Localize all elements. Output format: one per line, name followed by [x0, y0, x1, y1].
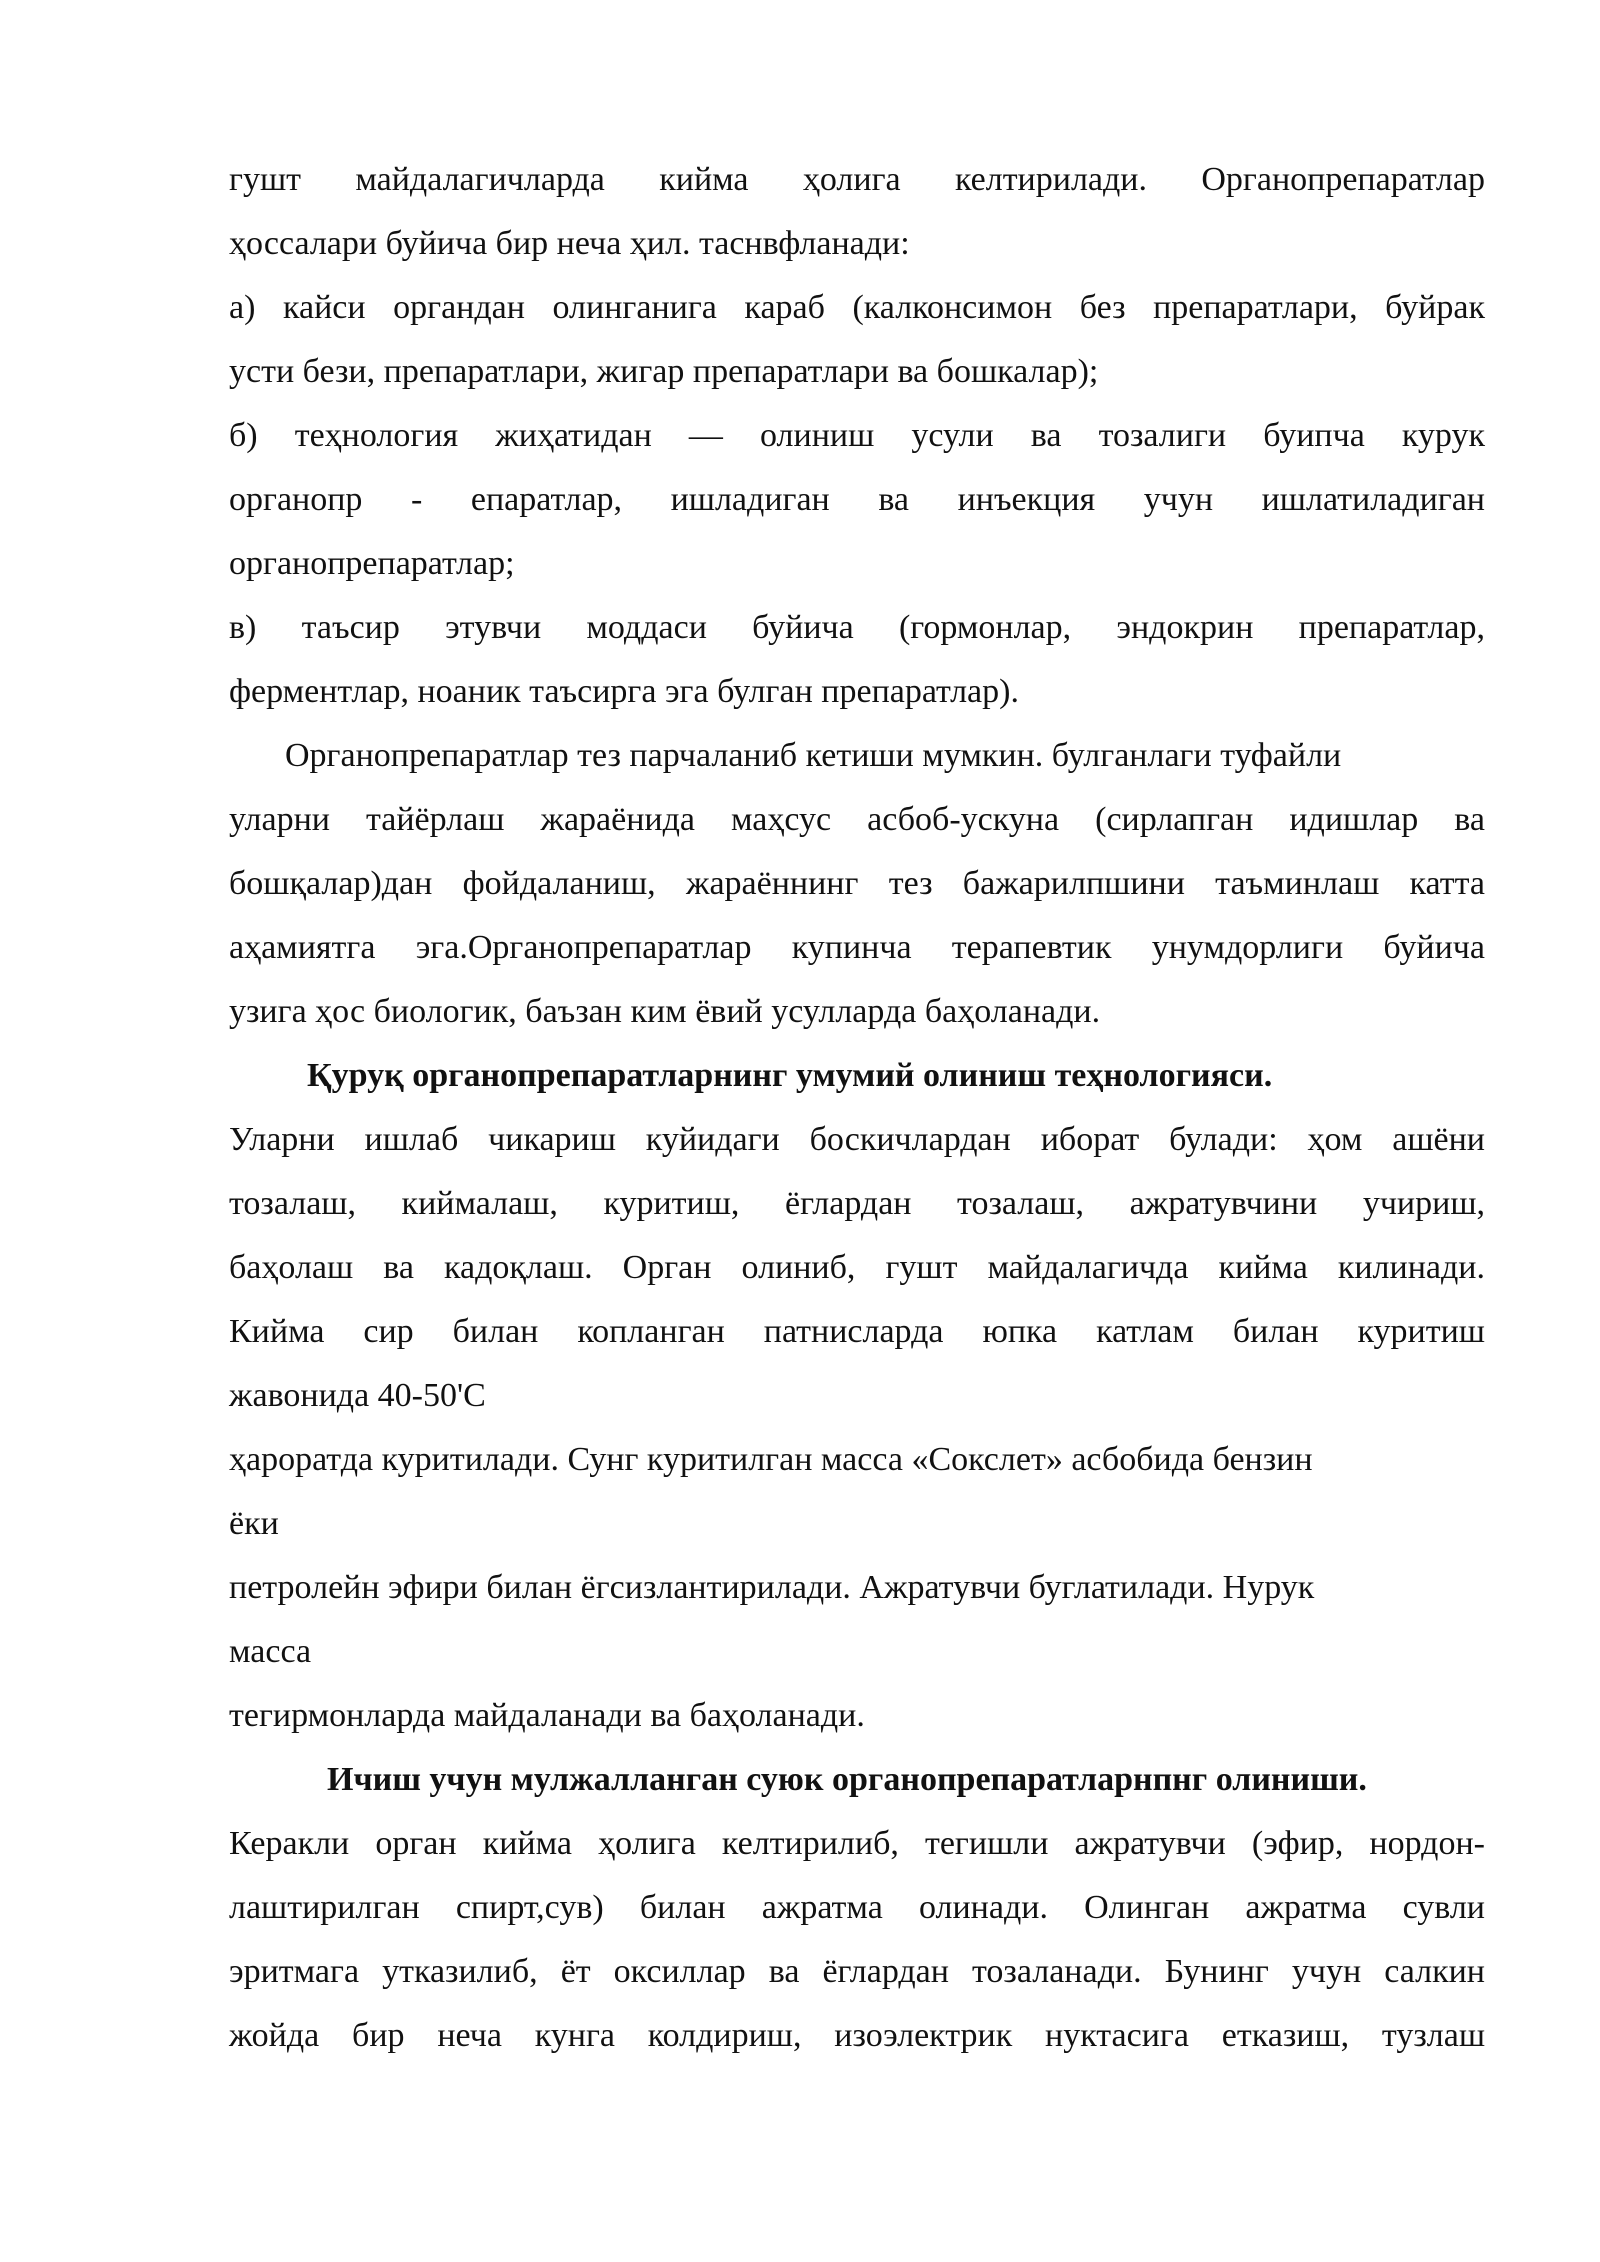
- text-line: уларни тайёрлаш жараёнида маҳсус асбоб-ускуна (сирлапган идишлар ва: [229, 801, 1485, 838]
- text-line: в) таъсир этувчи моддаси буйича (гормонлар, эндокрин препаратлар,: [229, 609, 1485, 646]
- text-line: ҳароратда куритилади. Сунг куритилган масса «Сокслет» асбобида бензин: [229, 1441, 1313, 1478]
- text-line: гушт майдалагичларда кийма ҳолига келтирилади. Органопрепаратлар: [229, 161, 1485, 198]
- text-line: б) теҳнология жиҳатидан — олиниш усули ва тозалиги буипча курук: [229, 417, 1485, 454]
- text-line: Органопрепаратлар тез парчаланиб кетиши мумкин. булганлаги туфайли: [285, 737, 1342, 774]
- text-line: Кийма сир билан копланган патнисларда юпка катлам билан куритиш: [229, 1313, 1485, 1350]
- text-line: тозалаш, киймалаш, куритиш, ёглардан тозалаш, ажратувчини учириш,: [229, 1185, 1485, 1222]
- text-line: масса: [229, 1633, 312, 1670]
- text-line: органопр - епаратлар, ишладиган ва инъекция учун ишлатиладиган: [229, 481, 1485, 518]
- text-line: петролейн эфири билан ёгсизлантирилади. Ажратувчи буглатилади. Нурук: [229, 1569, 1315, 1606]
- text-line: Керакли орган кийма ҳолига келтирилиб, тегишли ажратувчи (эфир, нордон-: [229, 1825, 1485, 1862]
- text-line: ферментлар, ноаник таъсирга эга булган препаратлар).: [229, 673, 1019, 710]
- text-line: лаштирилган спирт,сув) билан ажратма олинади. Олинган ажратма сувли: [229, 1889, 1485, 1926]
- document-body: [229, 148, 1485, 2068]
- text-line: ҳоссалари буйича бир неча ҳил. таснвфланади:: [229, 225, 910, 262]
- text-line: ёки: [229, 1505, 279, 1542]
- text-line: жавонида 40-50'С: [229, 1377, 486, 1414]
- text-line: аҳамиятга эга.Органопрепаратлар купинча терапевтик унумдорлиги буйича: [229, 929, 1485, 966]
- section-heading: Ичиш учун мулжалланган суюк органопрепаратларнпнг олиниши.: [327, 1761, 1367, 1798]
- text-line: органопрепаратлар;: [229, 545, 515, 582]
- text-line: эритмага утказилиб, ёт оксиллар ва ёглардан тозаланади. Бунинг учун салкин: [229, 1953, 1485, 1990]
- text-line: усти бези, препаратлари, жигар препаратлари ва бошкалар);: [229, 353, 1099, 390]
- text-line: тегирмонларда майдаланади ва баҳоланади.: [229, 1697, 865, 1734]
- text-line: бошқалар)дан фойдаланиш, жараённинг тез бажарилпшини таъминлаш катта: [229, 865, 1485, 902]
- text-line: баҳолаш ва кадоқлаш. Орган олиниб, гушт майдалагичда кийма килинади.: [229, 1249, 1485, 1286]
- text-line: Уларни ишлаб чикариш куйидаги боскичлардан иборат булади: ҳом ашёни: [229, 1121, 1485, 1158]
- text-line: узига ҳос биологик, баъзан ким ёвий усулларда баҳоланади.: [229, 993, 1101, 1030]
- text-line: а) кайси органдан олинганига караб (калконсимон без препаратлари, буйрак: [229, 289, 1485, 326]
- section-heading: Қуруқ органопрепаратларнинг умумий олиниш теҳнологияси.: [307, 1057, 1273, 1094]
- text-line: жойда бир неча кунга колдириш, изоэлектрик нуктасига етказиш, тузлаш: [229, 2017, 1485, 2054]
